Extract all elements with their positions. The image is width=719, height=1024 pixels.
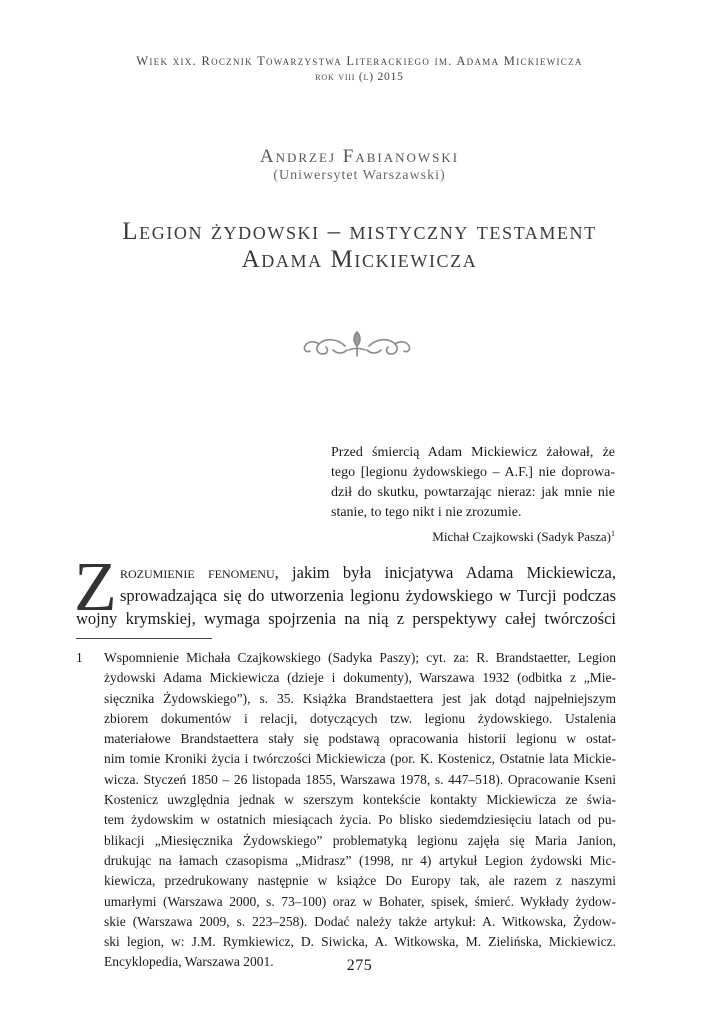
footnote-line: blikacji „Miesięcznika Żydowskiego” problematyką legionu zajęła się Maria Janion, (104, 832, 616, 848)
article-title (0, 218, 719, 274)
title-line-2: Adama Mickiewicza (241, 246, 478, 273)
body-line-1 (120, 562, 616, 584)
footnote-line: wicza. Styczeń 1850 – 26 listopada 1855, Warszawa 1978, s. 447–518). Opracowanie Kseni (104, 771, 616, 787)
epigraph-line: dził do skutku, powtarzając nieraz: jak mnie nie (331, 485, 615, 500)
epigraph-source (331, 525, 615, 546)
footnote-number: 1 (76, 650, 83, 665)
epigraph-line: Przed śmiercią Adam Mickiewicz żałował, że (331, 445, 615, 460)
footnote-line: umarłymi (Warszawa 2000, s. 73–100) oraz w Bohater, spisek, śmierć. Wykłady żydow- (104, 893, 616, 909)
title-line-1: Legion żydowski – mistyczny testament (122, 218, 597, 245)
running-head-journal: Wiek xix. Rocznik Towarzystwa Literackiego im. Adama Mickiewicza (136, 54, 583, 68)
footnote-line: tem żydowskim w ostatnich miesiącach życia. Po blisko siedemdziesięciu latach od pu- (104, 812, 616, 828)
epigraph (331, 443, 615, 523)
author-affiliation: (Uniwersytet Warszawski) (273, 168, 446, 183)
epigraph-source-text: Michał Czajkowski (Sadyk Pasza) (432, 529, 611, 544)
footnote-line: nim tomie Kroniki życia i twórczości Mickiewicza (por. K. Kostenicz, Ostatnie lata Mickie- (104, 751, 616, 767)
drop-cap: Z (74, 549, 117, 626)
epigraph-line: stanie, to tego nikt i nie zrozumie. (331, 505, 522, 520)
footnote-text (104, 648, 616, 973)
footnote-divider (76, 638, 212, 639)
running-head-volume: rok viii (l) 2015 (315, 71, 404, 83)
page-number: 275 (346, 957, 373, 974)
footnote-line: materiałowe Brandstaettera stały się podstawą opracowania historii legionu w ostat- (104, 731, 616, 747)
body-line-1-rest: , jakim była inicjatywa Adama Mickiewicza, (274, 563, 616, 582)
body-line-2: sprowadzająca się do utworzenia legionu żydowskiego w Turcji podczas (120, 586, 616, 605)
footnote-line: zbiorem dokumentów i relacji, dotyczących tzw. legionu żydowskiego. Ustalenia (104, 710, 616, 726)
footnote-line: kiewicza, przedrukowany następnie w książce Do Europy tak, ale razem z naszymi (104, 873, 616, 889)
lead-smallcaps: rozumienie fenomenu (120, 563, 275, 582)
footnote-line: skie (Warszawa 2009, s. 223–258). Dodać należy także artykuł: A. Witkowska, Żydow- (104, 913, 616, 929)
footnote-line: ski legion, w: J.M. Rymkiewicz, D. Siwicka, A. Witkowska, M. Zielińska, Mickiewicz. (104, 934, 616, 950)
floral-vignette-icon (297, 326, 417, 360)
author-name: Andrzej Fabianowski (259, 146, 460, 167)
epigraph-line: tego [legionu żydowskiego – A.F.] nie doprowa- (331, 465, 615, 480)
body-line-3: wojny krymskiej, wymaga spojrzenia na nią z perspektywy całej twórczości (76, 609, 616, 628)
footnote-line: drukując na łamach czasopisma „Midrasz” (1998, nr 4) artykuł Legion żydowski Mic- (104, 852, 616, 868)
footnote-line: sięcznika Żydowskiego”), s. 35. Książka Brandstaettera jest jak dotąd najpełniejszym (104, 690, 616, 706)
footnote-line: Kostenicz uwzględnia jednak w szerszym kontekście kontakty Mickiewicza ze świa- (104, 792, 616, 808)
footnote-line: żydowski Adama Mickiewicza (dzieje i dokumenty), Warszawa 1932 (odbitka z „Mie- (104, 670, 616, 686)
footnote-reference: 1 (611, 529, 615, 538)
footnote-line: Wspomnienie Michała Czajkowskiego (Sadyka Paszy); cyt. za: R. Brandstaetter, Legion (104, 650, 616, 665)
footnote-line: Encyklopedia, Warszawa 2001. (104, 954, 274, 970)
